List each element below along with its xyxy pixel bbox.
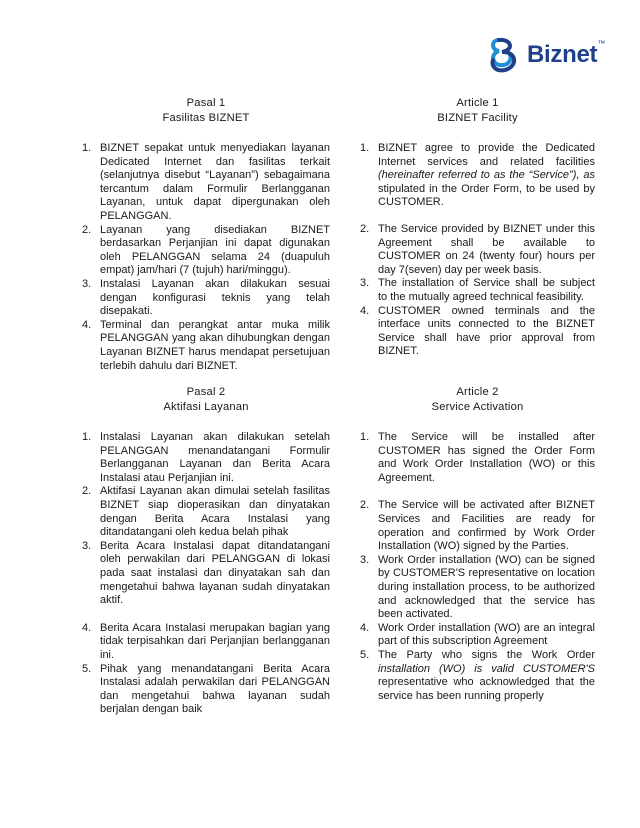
section-title: BIZNET Facility	[437, 112, 518, 124]
section-heading	[360, 96, 595, 126]
list-item: 3. Work Order installation (WO) can be signed by CUSTOMER'S representative on location during installation process, to be authorized and acknowledged that the service has been activated.	[360, 553, 595, 621]
section-heading	[82, 96, 330, 126]
list-item: 3. Berita Acara Instalasi dapat ditandatangani oleh perwakilan dari PELANGGAN di lokasi pada saat instalasi dan dinyatakan sah dan mengetahui bahwa layanan sudah dinyatakan aktif.	[82, 539, 330, 607]
list-item: 1. Instalasi Layanan akan dilakukan setelah PELANGGAN menandatangani Formulir Berlangganan Layanan dan Berita Acara Instalasi atau Perjanjian ini.	[82, 431, 330, 484]
biznet-logo	[488, 34, 605, 78]
pasal-1-section	[82, 96, 330, 373]
biznet-logo-icon	[488, 36, 524, 76]
list-item: 2. The Service will be activated after BIZNET Services and Facilities are ready for operation and confirmed by Work Order Installation (WO) signed by the Parties.	[360, 499, 595, 553]
list-item: 2. Aktifasi Layanan akan dimulai setelah fasilitas BIZNET siap dioperasikan dan dinyatakan dengan Berita Acara Instalasi yang ditandatangani oleh kedua belah pihak	[82, 485, 330, 539]
section-number: Article 2	[456, 386, 499, 398]
article-1-section	[360, 96, 595, 359]
list-item: 5. Pihak yang menandatangani Berita Acara Instalasi adalah perwakilan dari PELANGGAN dan mengetahui bahwa layanan sudah berjalan dengan baik	[82, 662, 330, 716]
list-item: 2. Layanan yang disediakan BIZNET berdasarkan Perjanjian ini dapat digunakan oleh PELANGGAN selama 24 (duapuluh empat) jam/hari (7 (tujuh) hari/minggu).	[82, 223, 330, 277]
section-title: Aktifasi Layanan	[163, 401, 249, 413]
section-title: Fasilitas BIZNET	[162, 112, 250, 124]
list-item: 4. CUSTOMER owned terminals and the interface units connected to the BIZNET Service shall have prior approval from BIZNET.	[360, 304, 595, 358]
list-item: 3. Instalasi Layanan akan dilakukan sesuai dengan konfigurasi teknis yang telah disepakati.	[82, 277, 330, 318]
list-item: 4. Berita Acara Instalasi merupakan bagian yang tidak terpisahkan dari Perjanjian berlangganan ini.	[82, 621, 330, 661]
section-heading	[360, 385, 595, 415]
list-item: 4. Terminal dan perangkat antar muka milik PELANGGAN yang akan dihubungkan dengan Layanan BIZNET harus mendapat persetujuan terlebih dahulu dari BIZNET.	[82, 318, 330, 372]
list-item: 2. The Service provided by BIZNET under this Agreement shall be available to CUSTOMER on 24 (twenty four) hours per day 7(seven) day per week basis.	[360, 222, 595, 276]
section-number: Pasal 1	[186, 97, 226, 109]
list-item: 3. The installation of Service shall be subject to the mutually agreed technical feasibility.	[360, 277, 595, 303]
section-heading	[82, 385, 330, 415]
list-item: 1. BIZNET agree to provide the Dedicated Internet services and related facilities (hereinafter referred to as the “Service”), as stipulated in the Order Form, to be used by CUSTOMER.	[360, 142, 595, 209]
pasal-2-section	[82, 385, 330, 717]
list-item: 1. The Service will be installed after CUSTOMER has signed the Order Form and Work Order Installation (WO) or this Agreement.	[360, 431, 595, 484]
section-number: Article 1	[456, 97, 499, 109]
article-2-section	[360, 385, 595, 703]
list-item: 5. The Party who signs the Work Order installation (WO) is valid CUSTOMER'S representative who acknowledged that the service has been running properly	[360, 648, 595, 702]
list-item: 4. Work Order installation (WO) are an integral part of this subscription Agreement	[360, 621, 595, 648]
section-number: Pasal 2	[186, 386, 226, 398]
section-title: Service Activation	[431, 401, 524, 413]
list-item: 1. BIZNET sepakat untuk menyediakan layanan Dedicated Internet dan fasilitas terkait (selanjutnya disebut “Layanan”) sebagaimana tercantum dalam Formulir Berlangganan Layanan, untuk dapat dipergunakan oleh PELANGGAN.	[82, 142, 330, 222]
biznet-wordmark: Biznet™	[527, 39, 605, 68]
